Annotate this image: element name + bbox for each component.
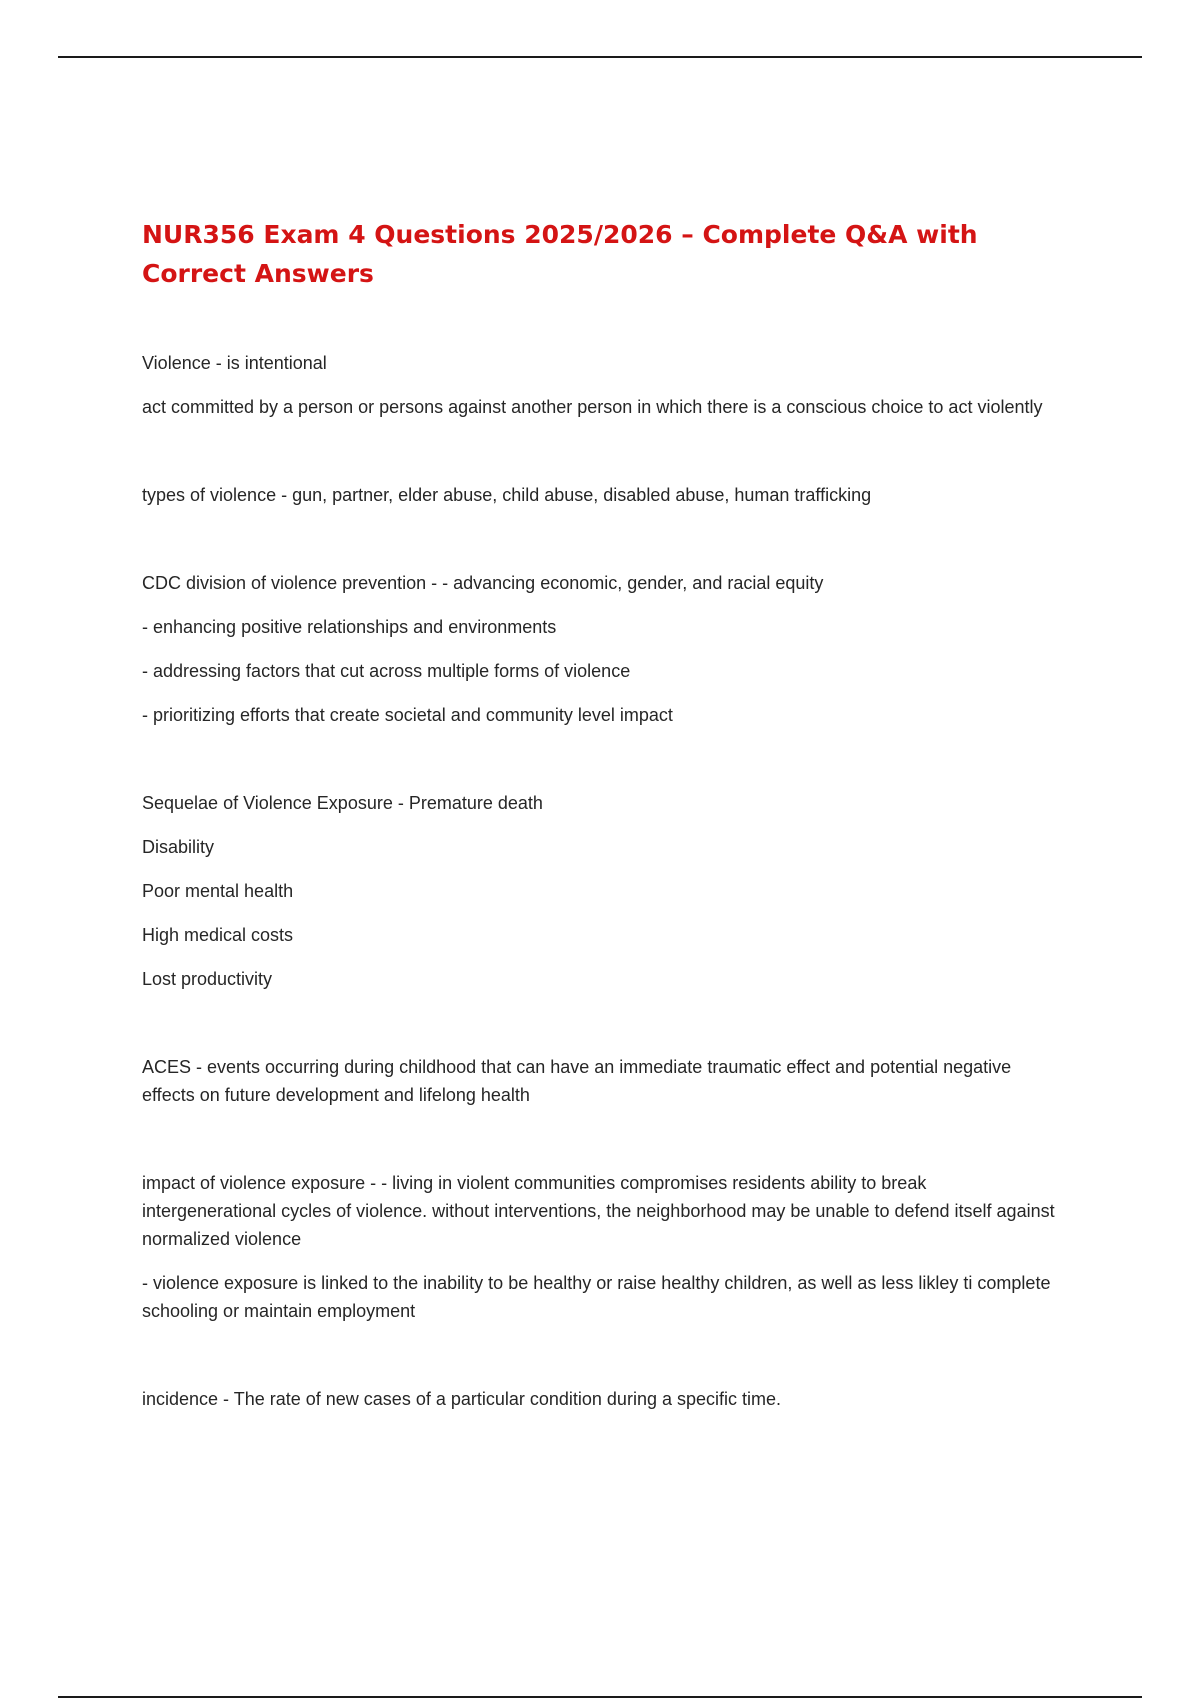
qa-entry-violence-term: Violence - is intentional (142, 353, 327, 373)
qa-entry-sequelae-item: Disability (142, 837, 215, 857)
qa-entry-sequelae-item: Poor mental health (142, 881, 294, 901)
qa-entry-impact-item: - violence exposure is linked to the inability to be healthy or raise healthy children, as well as less likley ti complete schooling or maintain employment (142, 1273, 1051, 1321)
qa-entry-cdc-prevention: CDC division of violence prevention - - advancing economic, gender, and racial equity (142, 573, 824, 593)
qa-entry-sequelae: Sequelae of Violence Exposure - Premature death (142, 793, 543, 813)
qa-entry-cdc-item: - prioritizing efforts that create societal and community level impact (142, 705, 673, 725)
qa-entry-types-of-violence: types of violence - gun, partner, elder abuse, child abuse, disabled abuse, human trafficking (142, 485, 872, 505)
document-body (142, 215, 1062, 1413)
qa-entry-aces: ACES - events occurring during childhood that can have an immediate traumatic effect and potential negative effects on future development and lifelong health (142, 1057, 1012, 1105)
qa-entry-sequelae-item: High medical costs (142, 925, 294, 945)
bottom-divider (58, 1696, 1142, 1698)
qa-entry-impact-of-violence: impact of violence exposure - - living in violent communities compromises residents ability to break intergenerational cycles of violence. without interventions, the neighborhood may be unable to defend itself against normalized violence (142, 1173, 1055, 1249)
top-divider (58, 56, 1142, 58)
qa-entry-cdc-item: - addressing factors that cut across multiple forms of violence (142, 661, 631, 681)
qa-entry-violence-definition: act committed by a person or persons against another person in which there is a conscious choice to act violently (142, 397, 1043, 417)
document-title: NUR356 Exam 4 Questions 2025/2026 – Complete Q&A with Correct Answers (142, 220, 978, 288)
qa-entry-incidence: incidence - The rate of new cases of a particular condition during a specific time. (142, 1389, 781, 1409)
qa-entry-sequelae-item: Lost productivity (142, 969, 273, 989)
qa-entry-cdc-item: - enhancing positive relationships and environments (142, 617, 557, 637)
